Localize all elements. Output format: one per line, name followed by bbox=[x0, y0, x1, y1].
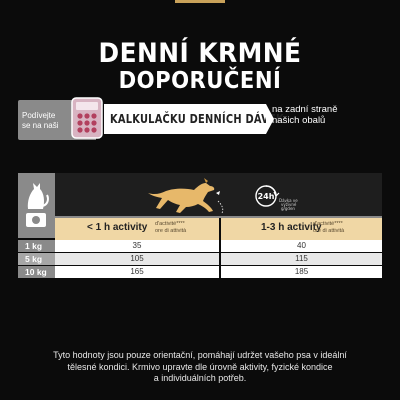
table-row bbox=[18, 266, 382, 278]
activity-sub-low-2: ore di attività bbox=[155, 227, 187, 234]
value-cell-mid bbox=[221, 266, 382, 278]
banner-mid-bold: KALKULAČKU bbox=[110, 112, 186, 126]
activity-sub-mid-1: d'activité**** bbox=[313, 221, 343, 227]
weight-cell: 1 kg bbox=[25, 241, 43, 251]
disclaimer-line3: a individuálních potřeb. bbox=[153, 373, 247, 383]
calculator-icon bbox=[70, 96, 104, 140]
weight-cell: 10 kg bbox=[25, 267, 47, 277]
value-cell-mid bbox=[221, 240, 382, 252]
clock-note-line3: g/gden bbox=[281, 206, 295, 211]
column-header-mid-activity bbox=[221, 218, 382, 240]
table-row bbox=[18, 253, 382, 265]
clock-icon bbox=[248, 178, 312, 216]
activity-label-mid: 1-3 h activity bbox=[261, 222, 322, 233]
clock-note-line1: Dávka ve bbox=[279, 198, 298, 203]
page-title-line1: DENNÍ KRMNÉ bbox=[98, 38, 302, 69]
banner-right-line1: na zadní straně bbox=[272, 104, 338, 115]
page-title-line2: DOPORUČENÍ bbox=[118, 68, 282, 94]
accent-line bbox=[175, 0, 225, 3]
value-cell-low bbox=[55, 266, 219, 278]
value-cell-low bbox=[55, 253, 219, 265]
banner-right-text bbox=[272, 104, 338, 126]
banner-right-line2: našich obalů bbox=[272, 115, 326, 126]
activity-sub-low bbox=[155, 221, 186, 234]
clock-note-line2: výživné bbox=[281, 202, 297, 207]
clock-hours: 24h bbox=[257, 192, 275, 201]
activity-sub-low-1: d'activité**** bbox=[155, 221, 185, 227]
value-low: 35 bbox=[132, 241, 142, 250]
table-icon-column bbox=[18, 173, 55, 238]
value-low: 105 bbox=[130, 254, 144, 263]
value-mid: 185 bbox=[294, 267, 309, 276]
daily-dose-icon bbox=[248, 178, 312, 216]
column-header-low-activity bbox=[55, 218, 219, 240]
table-row bbox=[18, 240, 382, 252]
activity-label-low: < 1 h activity bbox=[87, 222, 148, 233]
value-mid: 40 bbox=[297, 241, 306, 250]
running-dog-icon bbox=[140, 177, 230, 217]
banner-left-line2: se na naši bbox=[22, 121, 59, 130]
banner-mid-rest: DENNÍCH DÁVEK bbox=[189, 112, 284, 126]
banner-calculator-label bbox=[104, 104, 284, 134]
activity-sub-mid-2: ore di attività bbox=[313, 227, 345, 234]
disclaimer-text bbox=[20, 350, 380, 385]
value-mid: 115 bbox=[295, 254, 308, 263]
disclaimer-line2: tělesné kondici. Krmivo upravte dle úrovně aktivity, fyzické kondice bbox=[67, 361, 333, 372]
weight-cell: 5 kg bbox=[25, 254, 43, 264]
banner-left-line1: Podívejte bbox=[22, 111, 56, 120]
value-cell-low bbox=[55, 240, 219, 252]
activity-sub-mid bbox=[313, 221, 344, 234]
dog-scale-icon bbox=[18, 173, 55, 238]
value-low: 165 bbox=[130, 267, 144, 276]
value-cell-mid bbox=[221, 253, 382, 265]
disclaimer-line1: Tyto hodnoty jsou pouze orientační, pomáhají udržet vašeho psa v ideální bbox=[53, 350, 347, 360]
